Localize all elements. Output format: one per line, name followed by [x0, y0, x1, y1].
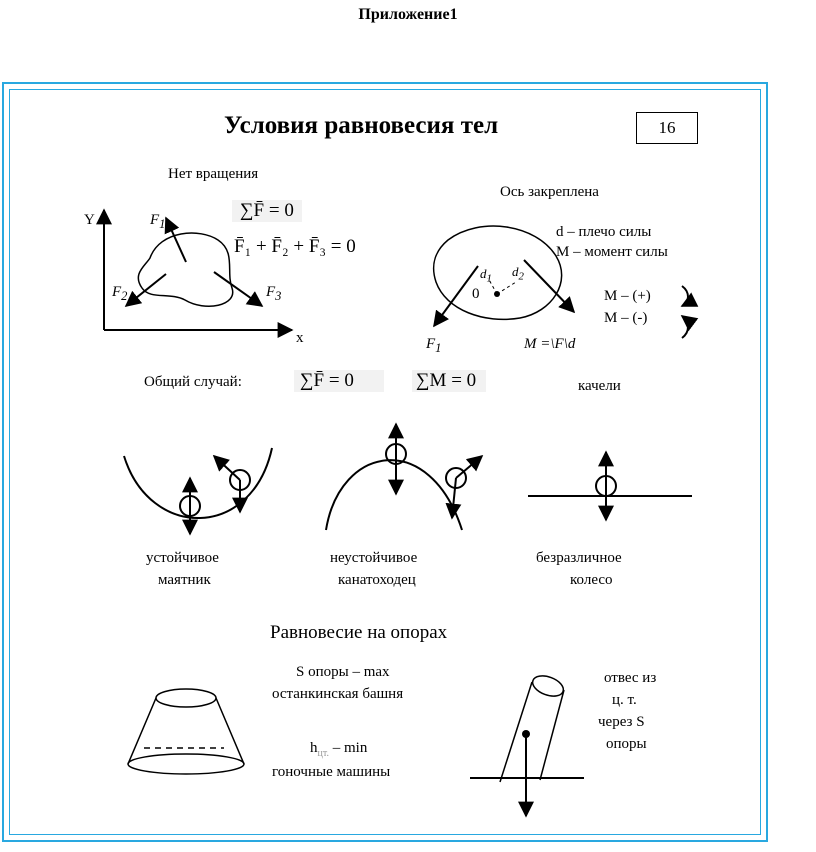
force-f3-arrow	[214, 272, 262, 306]
fixed-axis-heading: Ось закреплена	[500, 184, 599, 200]
racing-cars: гоночные машины	[272, 764, 391, 780]
force-f1-label: $F_1$	[150, 212, 166, 231]
stable-example: маятник	[158, 572, 211, 588]
rotating-body	[434, 226, 562, 319]
neutral-name: безразличное	[536, 550, 622, 566]
force-f1-arrow	[166, 218, 186, 262]
force-f2-label: $F_2$	[112, 284, 128, 303]
stable-equilibrium-diagram	[124, 448, 272, 534]
convex-arc	[326, 460, 462, 530]
d1-label: $d_1$	[480, 266, 492, 285]
truncated-cone	[128, 689, 244, 774]
x-axis-label: x	[296, 330, 304, 346]
fixed-axis-diagram	[434, 226, 688, 338]
support-area-max: S опоры – max	[296, 664, 390, 680]
height-min: $h_{цт.}$ – min	[310, 740, 368, 759]
swing-label: качели	[578, 378, 621, 394]
general-sum-forces: ∑F̄ = 0	[294, 370, 384, 392]
no-rotation-heading: Нет вращения	[168, 166, 259, 182]
vector-sum-formula: F̄₁ + F̄₂ + F̄₃ = 0	[234, 236, 356, 257]
y-axis-label: Y	[84, 212, 95, 228]
moment-plus-label: M – (+)	[604, 288, 651, 304]
ostankino-tower: останкинская башня	[272, 686, 404, 702]
d2-label: $d_2$	[512, 264, 524, 283]
force-f1-right-label: $F_1$	[426, 336, 442, 355]
moment-plus-curve	[682, 286, 688, 306]
origin-label: 0	[472, 286, 480, 302]
lever-arm-definition: d – плечо силы	[556, 224, 652, 240]
unstable-example: канатоходец	[338, 572, 416, 588]
plumb-line-1: отвес из	[604, 670, 657, 686]
general-case-label: Общий случай:	[144, 374, 242, 390]
document-header: Приложение1	[358, 6, 458, 23]
force-f3-label: $F_3$	[266, 284, 282, 303]
supports-heading: Равновесие на опорах	[270, 622, 448, 643]
irregular-body	[138, 233, 232, 306]
sum-forces-formula: ∑F̄ = 0	[232, 200, 302, 222]
stable-name: устойчивое	[146, 550, 219, 566]
general-sum-moments: ∑M = 0	[412, 370, 486, 392]
plumb-line-3: через S	[598, 714, 645, 730]
unstable-equilibrium-diagram	[326, 424, 482, 530]
plumb-line-2: ц. т.	[612, 692, 637, 708]
unstable-name: неустойчивое	[330, 550, 418, 566]
moment-formula: M =\F\d	[524, 336, 576, 352]
lever-arm-d2	[497, 282, 516, 294]
force-f2-arrow	[126, 274, 166, 306]
plumb-line-4: опоры	[606, 736, 647, 752]
moment-definition: M – момент силы	[556, 244, 668, 260]
tilted-cylinder	[470, 672, 584, 816]
moment-minus-curve	[682, 316, 688, 338]
neutral-example: колесо	[570, 572, 613, 588]
no-rotation-diagram	[104, 210, 292, 330]
neutral-equilibrium-diagram	[528, 452, 692, 520]
card-title: Условия равновесия тел	[224, 112, 499, 139]
page-number-box: 16	[636, 112, 698, 144]
moment-minus-label: M – (-)	[604, 310, 648, 326]
